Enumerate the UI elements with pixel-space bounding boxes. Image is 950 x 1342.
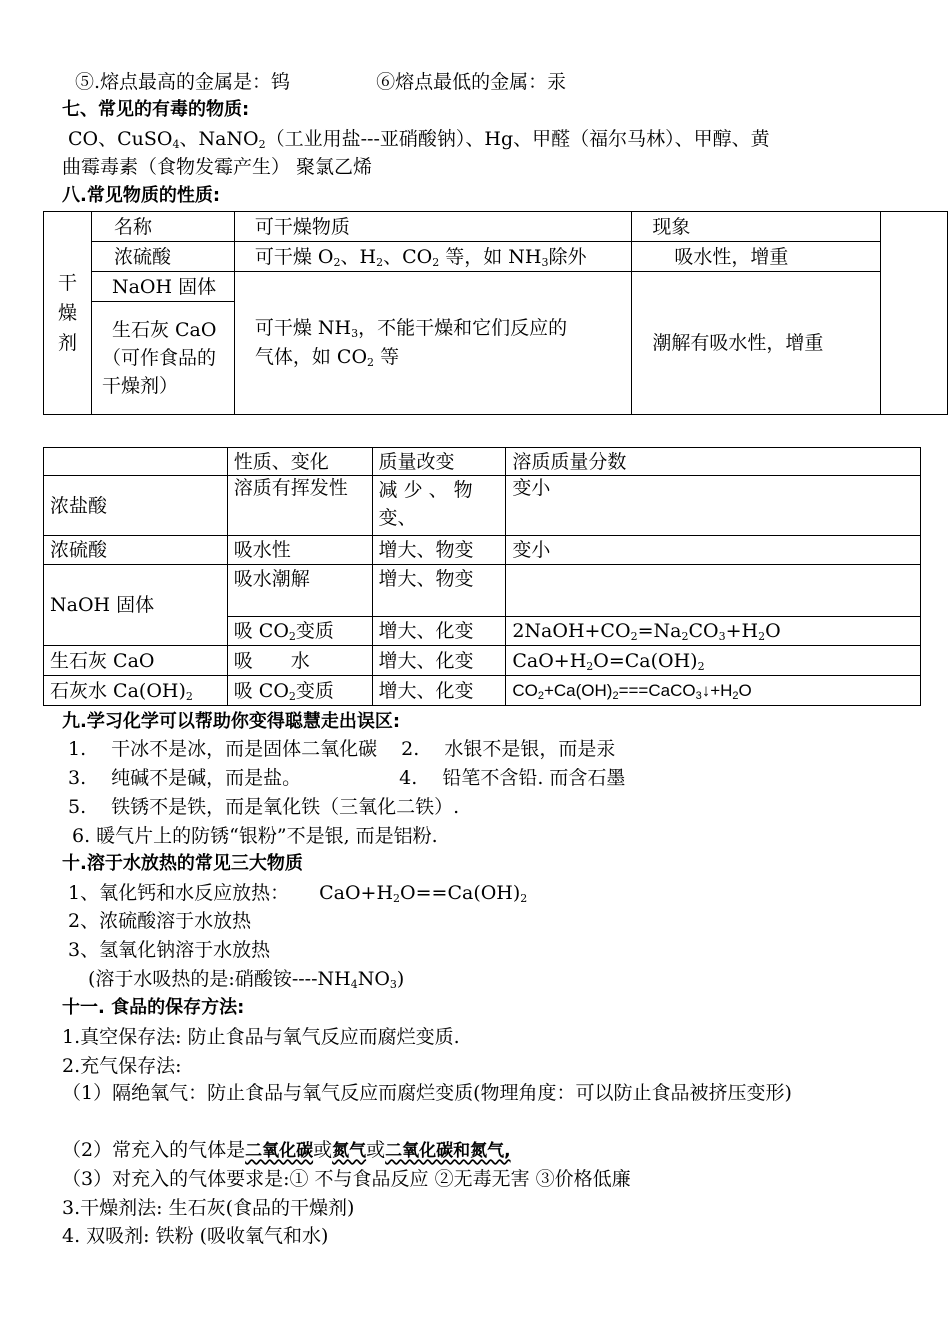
toxic-substances-line-1: CO、CuSO$_4$、NaNO$_2$（工业用盐---亚硝酸钠）、Hg、甲醛（福尔马林）、甲醇、黄 [68,128,770,151]
list-item: 5. 铁锈不是铁，而是氧化铁（三氧化二铁）. [68,796,460,818]
lowest-melting-metal: ⑥熔点最低的金属：汞 [376,71,567,93]
list-item: 3、氢氧化钠溶于水放热 [68,939,271,961]
list-item: （1）隔绝氧气：防止食品与氧气反应而腐烂变质(物理角度：可以防止食品被挤压变形) [62,1082,792,1104]
section-10-title: 十.溶于水放热的常见三大物质 [62,853,303,874]
list-item: 1、氧化钙和水反应放热： $CaO+H_2O==Ca(OH)_2$ [68,882,528,905]
row-sulfuric-acid-phenomenon: 吸水性，增重 [632,242,881,272]
table-row: 石灰水 $Ca(OH)_2$ 吸 $CO_2$变质 增大、化变 $CO_2+Ca(OH)_2===CaCO_3↓+H_2O$ [44,676,921,706]
list-item: 2、浓硫酸溶于水放热 [68,910,252,932]
table-row: NaOH 固体 吸水潮解 增大、物变 [44,565,921,617]
property-change-table [43,447,921,706]
header-phenomenon: 现象 [632,212,881,242]
list-item: （3）对充入的气体要求是:① 不与食品反应 ②无毒无害 ③价格低廉 [62,1168,631,1190]
list-item: 4. 双吸剂: 铁粉 (吸收氧气和水) [62,1225,329,1247]
list-item: 3.干燥剂法: 生石灰(食品的干燥剂) [62,1197,355,1219]
table-row: 生石灰 CaO 吸 水 增大、化变 $CaO+H_2O=Ca(OH)_2$ [44,646,921,676]
list-item: 3. 纯碱不是碱，而是盐。 4. 铅笔不含铅. 而含石墨 [68,767,626,789]
table-row: 浓硫酸 吸水性 增大、物变 变小 [44,536,921,565]
list-item: 1. 干冰不是冰，而是固体二氧化碳 2. 水银不是银，而是汞 [68,738,616,760]
melting-point-line [75,70,566,94]
section-9-title: 九.学习化学可以帮助你变得聪慧走出误区: [62,711,401,732]
highest-melting-metal: ⑤.熔点最高的金属是：钨 [75,71,291,93]
table-row: 吸 $CO_2$变质 增大、化变 $2NaOH+CO_2=Na_2CO_3+H_2O$ [44,617,921,646]
header-mass: 质量改变 [372,448,506,476]
naoh-co2-equation: $2NaOH+CO_2=Na_2CO_3+H_2O$ [506,617,921,646]
section-11-title: 十一. 食品的保存方法: [62,997,245,1018]
header-property: 性质、变化 [227,448,372,476]
list-item: 6. 暖气片上的防锈“银粉”不是银, 而是铝粉. [72,825,438,847]
list-item: 1.真空保存法: 防止食品与氧气反应而腐烂变质. [62,1026,460,1048]
toxic-substances-line-2: 曲霉毒素（食物发霉产生） 聚氯乙烯 [62,156,373,178]
desiccant-table [43,211,948,415]
list-item: （2）常充入的气体是二氧化碳或氮气或二氧化碳和氮气, [62,1139,511,1161]
row-cao-name: 生石灰 CaO （可作食品的 干燥剂） [91,302,234,415]
header-dryable: 可干燥物质 [234,212,631,242]
endothermic-note: (溶于水吸热的是:硝酸铵$----NH_4NO_3$) [88,968,405,991]
header-fraction: 溶质质量分数 [506,448,921,476]
cao-water-equation: $CaO+H_2O=Ca(OH)_2$ [506,646,921,676]
row-sulfuric-acid-name: 浓硫酸 [91,242,234,272]
row-naoh-cao-dryable: 可干燥 $NH_3$，不能干燥和它们反应的 气体，如 $CO_2$ 等 [234,272,631,415]
row-sulfuric-acid-dryable: 可干燥 $O_2$、$H_2$、$CO_2$ 等，如 $NH_3$除外 [234,242,631,272]
section-7-title: 七、常见的有毒的物质: [62,99,250,120]
list-item: 2.充气保存法: [62,1055,182,1077]
section-8-title: 八.常见物质的性质: [62,185,221,206]
limewater-equation: $CO_2+Ca(OH)_2===CaCO_3↓+H_2O$ [506,676,921,706]
desiccant-side-label: 干 燥 剂 [44,212,92,415]
row-naoh-name: NaOH 固体 [91,272,234,302]
row-naoh-cao-phenomenon: 潮解有吸水性，增重 [632,272,881,415]
header-name: 名称 [91,212,234,242]
table-row: 浓盐酸 溶质有挥发性 减 少 、 物 变、 变小 [44,476,921,536]
